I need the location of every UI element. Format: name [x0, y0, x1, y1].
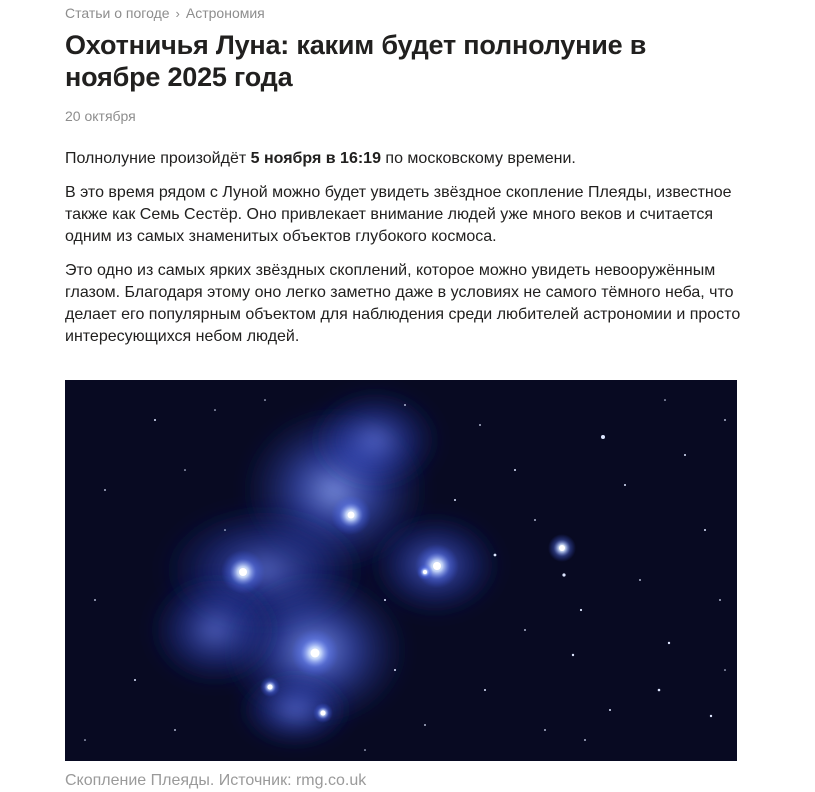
paragraph-pleiades-visibility: Это одно из самых ярких звёздных скоплений, которое можно увидеть невооружённым глазом. Благодаря этому оно легко заметно даже в условиях не самого тёмного неба, что делает его популярным объектом для наблюдения среди любителей астрономии и просто интересующихся небом людей.: [65, 262, 741, 345]
paragraph-full-moon-time: [65, 148, 745, 170]
breadcrumb: [65, 4, 265, 23]
breadcrumb-item-weather-articles[interactable]: Статьи о погоде: [65, 5, 170, 21]
paragraph-text: Полнолуние произойдёт: [65, 150, 251, 167]
paragraph-text: по московскому времени.: [380, 150, 576, 167]
full-moon-datetime: 5 ноября в 16:19: [250, 150, 381, 167]
publication-date: 20 октября: [65, 108, 136, 124]
breadcrumb-separator: ›: [175, 6, 180, 21]
photo-caption: Скопление Плеяды. Источник: rmg.co.uk: [65, 772, 367, 789]
pleiades-photo: [65, 380, 737, 761]
pleiades-illustration: [65, 380, 737, 761]
paragraph-pleiades-intro: В это время рядом с Луной можно будет увидеть звёздное скопление Плеяды, известное также как Семь Сестёр. Оно привлекает внимание людей уже много веков и считается одним из самых знаменитых объектов глубокого космоса.: [65, 184, 732, 245]
breadcrumb-item-astronomy[interactable]: Астрономия: [185, 5, 265, 21]
page-title: Охотничья Луна: каким будет полнолуние в ноябре 2025 года: [65, 30, 647, 92]
